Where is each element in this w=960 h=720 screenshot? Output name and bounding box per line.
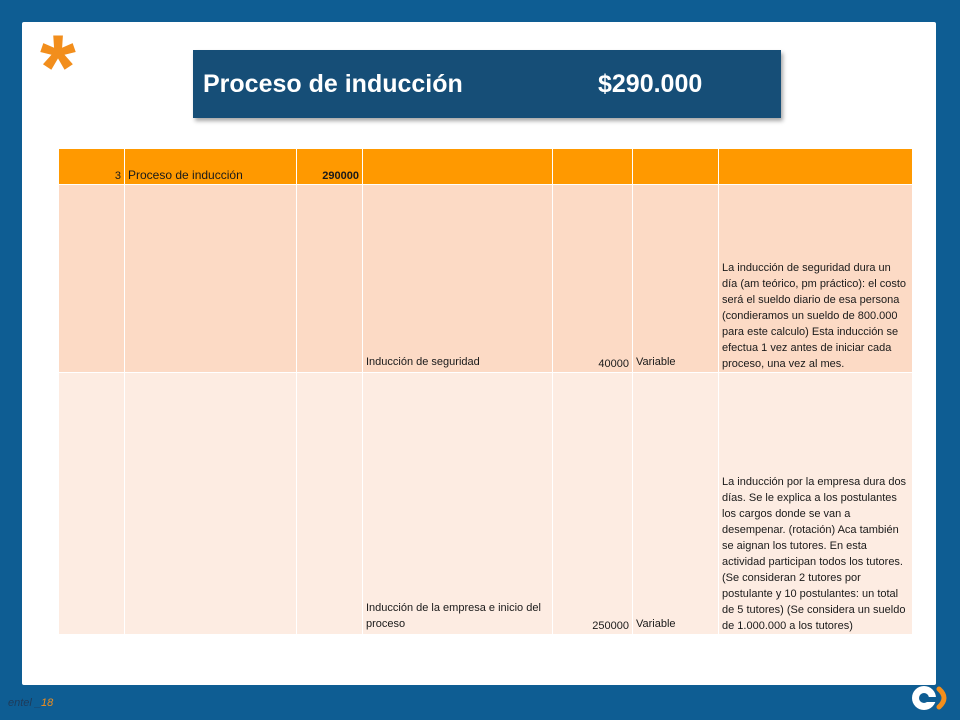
table-cell-empty bbox=[59, 185, 125, 373]
footer-separator: _ bbox=[31, 697, 42, 709]
title-banner bbox=[193, 50, 781, 118]
table-cell-empty bbox=[125, 185, 297, 373]
header-number: 3 bbox=[59, 149, 125, 185]
table-cell-empty bbox=[59, 373, 125, 635]
table-header-row bbox=[59, 149, 913, 185]
activity-name: Inducción de la empresa e inicio del proceso bbox=[363, 373, 553, 635]
footer-brand: entel bbox=[8, 697, 32, 709]
title-amount: $290.000 bbox=[598, 70, 703, 98]
table-cell-empty bbox=[297, 185, 363, 373]
table-cell-empty bbox=[297, 373, 363, 635]
header-cell-empty bbox=[363, 149, 553, 185]
table-cell-empty bbox=[125, 373, 297, 635]
activity-name: Inducción de seguridad bbox=[363, 185, 553, 373]
table-row bbox=[59, 185, 913, 373]
page-title: Proceso de inducción bbox=[203, 70, 463, 98]
asterisk-decoration: * bbox=[40, 17, 76, 119]
header-cell-empty bbox=[553, 149, 633, 185]
header-cell-empty bbox=[719, 149, 913, 185]
footer bbox=[8, 697, 53, 709]
activity-description: La inducción de seguridad dura un día (am teórico, pm práctico): el costo será el sueldo diario de esa persona (condieramos un sueldo de 800.000 para este calculo) Esta inducción se efectua 1 vez antes de iniciar cada proceso, una vez al mes. bbox=[719, 185, 913, 373]
entel-logo-icon bbox=[908, 682, 952, 714]
activity-description: La inducción por la empresa dura dos días. Se le explica a los postulantes los cargos donde se van a desempenar. (rotación) Aca también se aignan los tutores. En esta actividad participan todos los tutores. (Se consideran 2 tutores por postulante y 10 postulantes: un total de 5 tutores) (Se considera un sueldo de 1.000.000 a los tutores) bbox=[719, 373, 913, 635]
cost-table bbox=[58, 148, 913, 635]
activity-cost: 250000 bbox=[553, 373, 633, 635]
header-process-name: Proceso de inducción bbox=[125, 149, 297, 185]
activity-type: Variable bbox=[633, 373, 719, 635]
page-number: 18 bbox=[41, 697, 54, 709]
header-cell-empty bbox=[633, 149, 719, 185]
table-row bbox=[59, 373, 913, 635]
activity-type: Variable bbox=[633, 185, 719, 373]
header-total: 290000 bbox=[297, 149, 363, 185]
activity-cost: 40000 bbox=[553, 185, 633, 373]
